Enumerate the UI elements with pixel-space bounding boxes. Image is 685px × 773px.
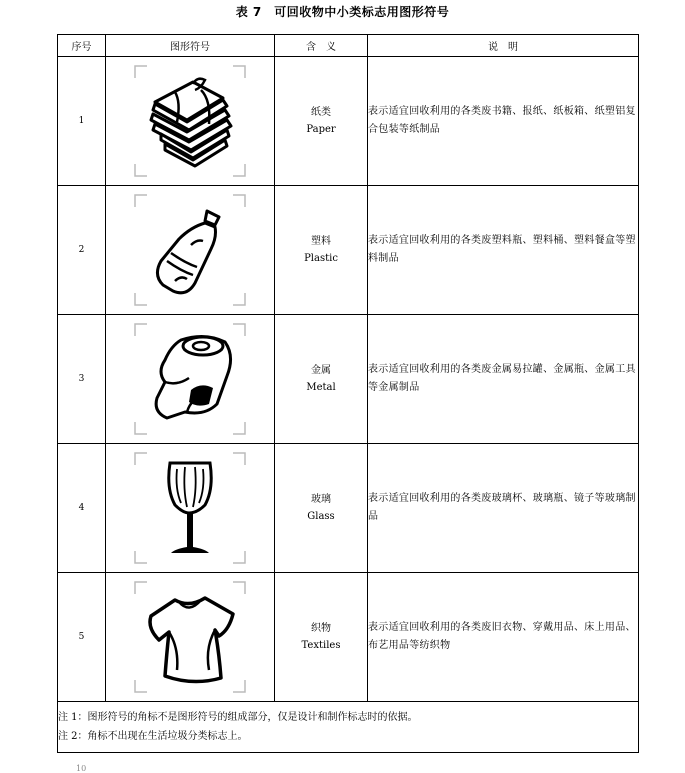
meaning-en: Glass xyxy=(307,511,335,522)
header-symbol: 图形符号 xyxy=(106,35,275,57)
row-description: 表示适宜回收利用的各类废旧衣物、穿戴用品、床上用品、布艺用品等纺织物 xyxy=(368,573,639,702)
row-description: 表示适宜回收利用的各类废玻璃杯、玻璃瓶、镜子等玻璃制品 xyxy=(368,444,639,573)
symbol-table xyxy=(57,34,639,753)
table-row xyxy=(58,573,639,702)
meaning-cn: 塑料 xyxy=(311,236,331,247)
table-row xyxy=(58,57,639,186)
t-shirt-icon xyxy=(131,578,249,696)
row-description: 表示适宜回收利用的各类废塑料瓶、塑料桶、塑料餐盒等塑料制品 xyxy=(368,186,639,315)
table-row xyxy=(58,315,639,444)
table-row xyxy=(58,186,639,315)
wine-glass-icon xyxy=(131,449,249,567)
row-description: 表示适宜回收利用的各类废金属易拉罐、金属瓶、金属工具等金属制品 xyxy=(368,315,639,444)
note-1: 注 1：图形符号的角标不是图形符号的组成部分，仅是设计和制作标志时的依据。 xyxy=(58,712,418,723)
paper-stack-icon xyxy=(131,62,249,180)
table-row xyxy=(58,444,639,573)
note-2: 注 2：角标不出现在生活垃圾分类标志上。 xyxy=(58,731,248,742)
row-description: 表示适宜回收利用的各类废书籍、报纸、纸板箱、纸塑铝复合包装等纸制品 xyxy=(368,57,639,186)
row-number: 1 xyxy=(58,57,106,186)
table-title: 表 7 可回收物中小类标志用图形符号 xyxy=(235,5,450,19)
meaning-en: Paper xyxy=(306,124,336,135)
meaning-cn: 织物 xyxy=(311,623,331,634)
header-row xyxy=(58,35,639,57)
row-number: 3 xyxy=(58,315,106,444)
row-number: 4 xyxy=(58,444,106,573)
meaning-cn: 玻璃 xyxy=(311,494,331,505)
meaning-cn: 金属 xyxy=(311,365,331,376)
crushed-can-icon xyxy=(131,320,249,438)
plastic-bottle-icon xyxy=(131,191,249,309)
row-number: 5 xyxy=(58,573,106,702)
notes-row xyxy=(58,702,639,753)
header-desc: 说 明 xyxy=(368,35,639,57)
meaning-en: Plastic xyxy=(304,253,338,264)
header-num: 序号 xyxy=(58,35,106,57)
header-meaning: 含 义 xyxy=(275,35,368,57)
row-number: 2 xyxy=(58,186,106,315)
meaning-cn: 纸类 xyxy=(311,107,331,118)
meaning-en: Textiles xyxy=(301,640,341,651)
page-number: 10 xyxy=(76,764,87,773)
meaning-en: Metal xyxy=(306,382,336,393)
